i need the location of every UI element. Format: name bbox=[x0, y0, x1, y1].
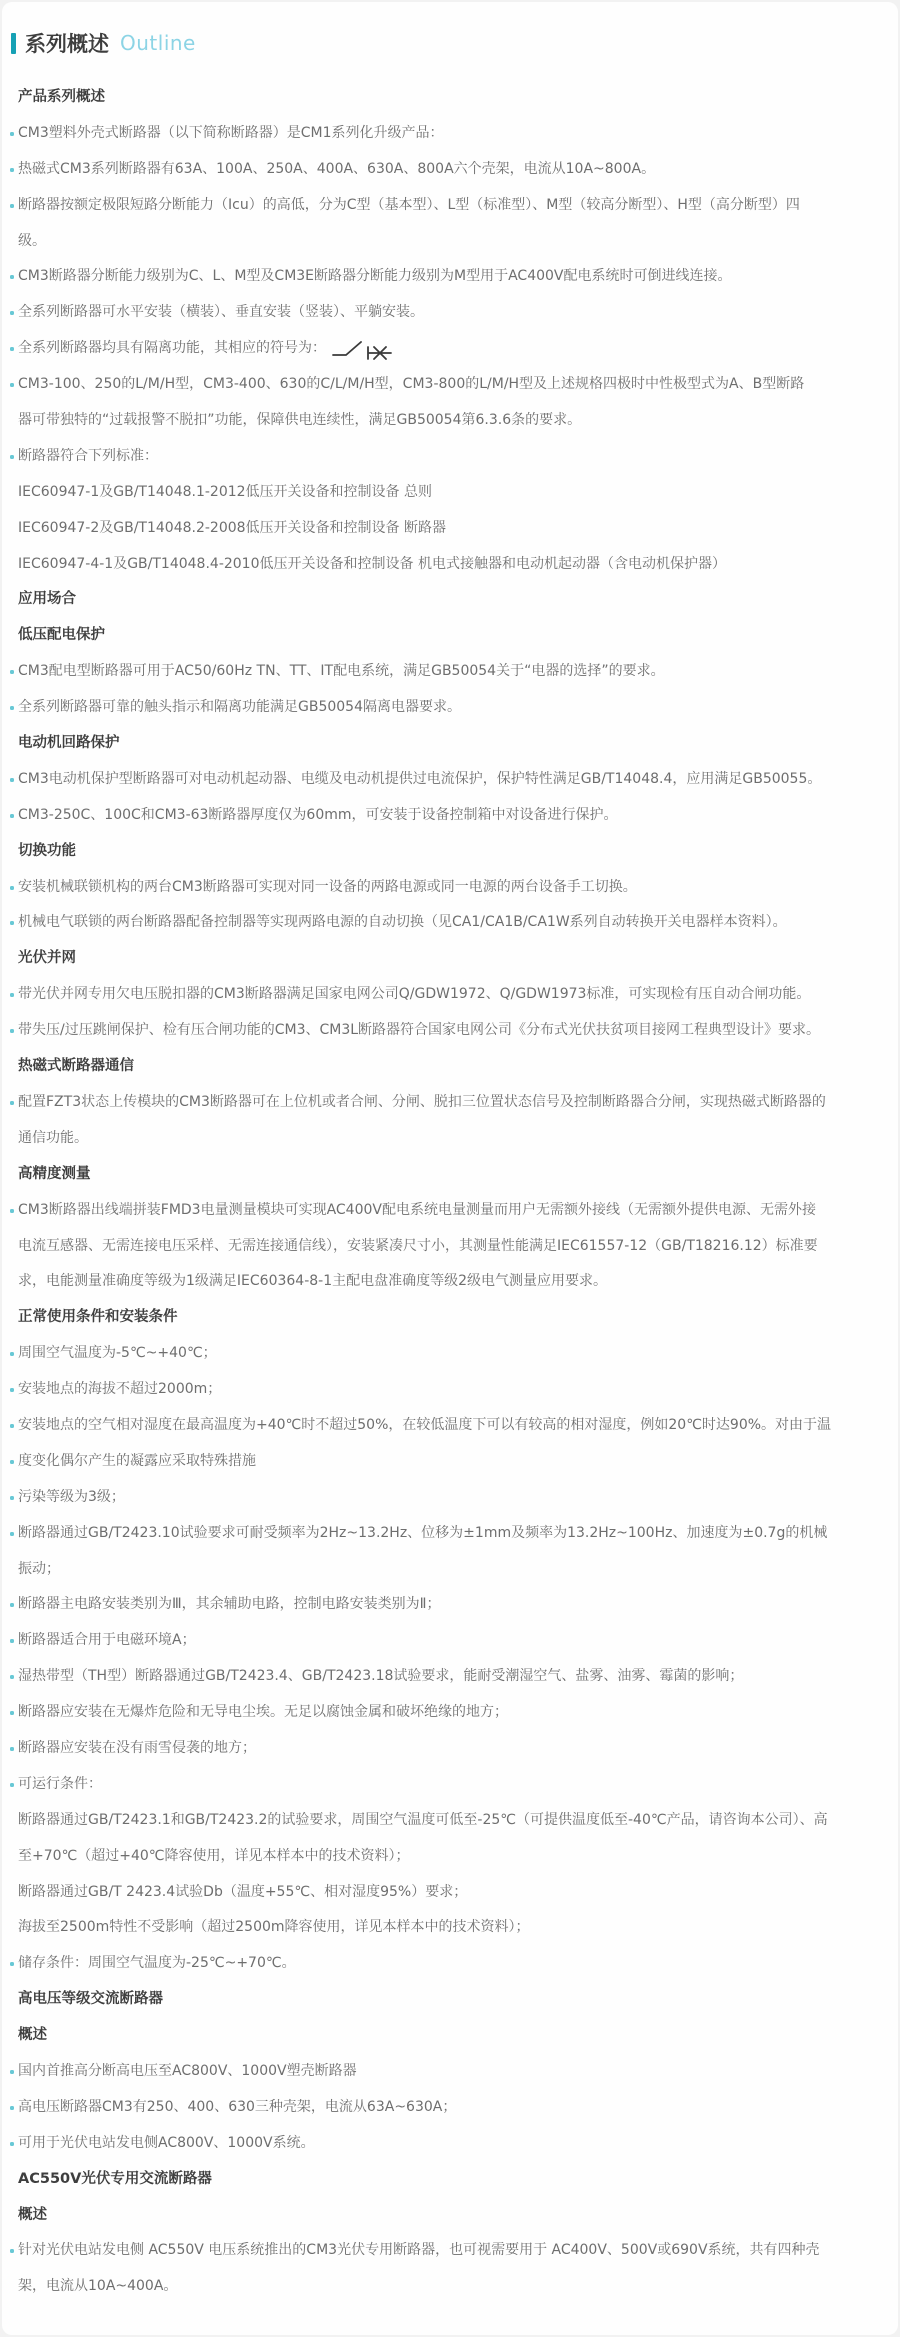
line-text: 通信功能。 bbox=[18, 1129, 88, 1146]
bullet-item bbox=[2, 116, 890, 152]
bullet-icon bbox=[10, 1962, 14, 1966]
line-text: CM3电动机保护型断路器可对电动机起动器、电缆及电动机提供过电流保护，保护特性满足GB/T14048.4，应用满足GB50055。 bbox=[18, 770, 822, 787]
line-text: 全系列断路器可水平安装（横装）、垂直安装（竖装）、平躺安装。 bbox=[18, 304, 424, 321]
bullet-icon bbox=[10, 2106, 14, 2110]
standard-line bbox=[2, 475, 890, 511]
bullet-item bbox=[2, 1480, 890, 1516]
line-text: IEC60947-4-1及GB/T14048.4-2010低压开关设备和控制设备 机电式接触器和电动机起动器（含电动机保护器） bbox=[18, 555, 726, 572]
line-text: 安装地点的海拔不超过2000m； bbox=[18, 1381, 222, 1398]
line-text: 带失压/过压跳闸保护、检有压合闸功能的CM3、CM3L断路器符合国家电网公司《分布式光伏扶贫项目接网工程典型设计》要求。 bbox=[18, 1022, 821, 1039]
section-title-zh: 系列概述 bbox=[25, 32, 109, 56]
line-text: CM3断路器出线端拼装FMD3电量测量模块可实现AC400V配电系统电量测量而用户无需额外接线（无需额外提供电源、无需外接 bbox=[18, 1201, 816, 1218]
line-text: 安装地点的空气相对湿度在最高温度为+40℃时不超过50%，在较低温度下可以有较高的相对湿度，例如20℃时达90%。对由于温 bbox=[18, 1416, 832, 1433]
bullet-item bbox=[2, 1013, 890, 1049]
line-text: 架，电流从10A~400A。 bbox=[18, 2278, 178, 2295]
bullet-item bbox=[2, 1587, 890, 1623]
line-text: AC550V光伏专用交流断路器 bbox=[18, 2170, 212, 2187]
section-subheading bbox=[2, 941, 890, 977]
line-text: 断路器按额定极限短路分断能力（Icu）的高低，分为C型（基本型）、L型（标准型）、M型（较高分断型）、H型（高分断型）四 bbox=[18, 196, 800, 213]
bullet-icon bbox=[10, 455, 14, 459]
bullet-item bbox=[2, 152, 890, 188]
standard-line bbox=[2, 547, 890, 583]
bullet-item bbox=[2, 690, 890, 726]
line-text: 求，电能测量准确度等级为1级满足IEC60364-8-1主配电盘准确度等级2级电气测量应用要求。 bbox=[18, 1273, 608, 1290]
bullet-icon bbox=[10, 1603, 14, 1607]
bullet-icon bbox=[10, 1496, 14, 1500]
bullet-icon bbox=[10, 706, 14, 710]
standard-line bbox=[2, 511, 890, 547]
continuation-line bbox=[2, 1264, 890, 1300]
line-text: CM3-250C、100C和CM3-63断路器厚度仅为60mm，可安装于设备控制箱中对设备进行保护。 bbox=[18, 806, 618, 823]
bullet-icon bbox=[10, 1460, 14, 1464]
continuation-line bbox=[2, 224, 890, 260]
section-subheading bbox=[2, 80, 890, 116]
line-text: 正常使用条件和安装条件 bbox=[18, 1309, 178, 1326]
bullet-item bbox=[2, 259, 890, 295]
bullet-item bbox=[2, 1659, 890, 1695]
bullet-icon bbox=[10, 168, 14, 172]
bullet-item bbox=[2, 2233, 890, 2269]
line-text: 针对光伏电站发电侧 AC550V 电压系统推出的CM3光伏专用断路器，也可视需要用于 AC400V、500V或690V系统，共有四种壳 bbox=[18, 2242, 820, 2259]
section-title-en: Outline bbox=[120, 31, 196, 55]
section-subheading bbox=[2, 2198, 890, 2234]
line-text: 断路器符合下列标准： bbox=[18, 447, 158, 464]
bullet-item bbox=[2, 1767, 890, 1803]
line-text: 污染等级为3级； bbox=[18, 1488, 125, 1505]
line-text: 度变化偶尔产生的凝露应采取特殊措施 bbox=[18, 1452, 256, 1469]
bullet-icon bbox=[10, 1388, 14, 1392]
line-text: 周围空气温度为-5℃~+40℃； bbox=[18, 1345, 217, 1362]
line-text: IEC60947-2及GB/T14048.2-2008低压开关设备和控制设备 断路器 bbox=[18, 519, 446, 536]
bullet-icon bbox=[10, 993, 14, 997]
section-header bbox=[2, 2, 898, 60]
line-text: 热磁式断路器通信 bbox=[18, 1058, 134, 1075]
line-text: 高电压等级交流断路器 bbox=[18, 1991, 163, 2008]
bullet-icon bbox=[10, 886, 14, 890]
line-text: 电动机回路保护 bbox=[18, 735, 120, 752]
bullet-icon bbox=[10, 2249, 14, 2253]
line-text: 海拔至2500m特性不受影响（超过2500m降容使用，详见本样本中的技术资料）； bbox=[18, 1919, 530, 1936]
bullet-icon bbox=[10, 383, 14, 387]
line-text: 概述 bbox=[18, 2206, 47, 2223]
bullet-item bbox=[2, 367, 890, 403]
bullet-item bbox=[2, 188, 890, 224]
line-text: 安装机械联锁机构的两台CM3断路器可实现对同一设备的两路电源或同一电源的两台设备手工切换。 bbox=[18, 878, 637, 895]
line-text: 级。 bbox=[18, 232, 46, 249]
line-text: CM3-100、250的L/M/H型，CM3-400、630的C/L/M/H型，CM3-800的L/M/H型及上述规格四极时中性极型式为A、B型断路 bbox=[18, 376, 805, 393]
bullet-icon bbox=[10, 1532, 14, 1536]
line-text: 光伏并网 bbox=[18, 950, 76, 967]
line-text: 切换功能 bbox=[18, 842, 76, 859]
line-text: CM3塑料外壳式断路器（以下简称断路器）是CM1系列化升级产品： bbox=[18, 124, 444, 141]
bullet-item bbox=[2, 654, 890, 690]
bullet-item bbox=[2, 2054, 890, 2090]
bullet-item bbox=[2, 870, 890, 906]
section-subheading bbox=[2, 1982, 890, 2018]
line-text: 带光伏并网专用欠电压脱扣器的CM3断路器满足国家电网公司Q/GDW1972、Q/GDW1973标准，可实现检有压自动合闸功能。 bbox=[18, 986, 811, 1003]
section-subheading bbox=[2, 582, 890, 618]
line-text: 产品系列概述 bbox=[18, 89, 105, 105]
bullet-icon bbox=[10, 1209, 14, 1213]
bullet-icon bbox=[10, 921, 14, 925]
bullet-item bbox=[2, 439, 890, 475]
line-text: 机械电气联锁的两台断路器配备控制器等实现两路电源的自动切换（见CA1/CA1B/CA1W系列自动转换开关电器样本资料）。 bbox=[18, 914, 787, 931]
bullet-item bbox=[2, 2090, 890, 2126]
section-subheading bbox=[2, 1157, 890, 1193]
bullet-item bbox=[2, 1193, 890, 1229]
bullet-icon bbox=[10, 1747, 14, 1751]
bullet-icon bbox=[10, 204, 14, 208]
bullet-icon bbox=[10, 670, 14, 674]
section-subheading bbox=[2, 1300, 890, 1336]
line-text: 全系列断路器可靠的触头指示和隔离功能满足GB50054隔离电器要求。 bbox=[18, 699, 461, 716]
continuation-line bbox=[2, 2269, 890, 2305]
continuation-line bbox=[2, 1839, 890, 1875]
line-text: 可运行条件： bbox=[18, 1775, 102, 1792]
document-card bbox=[2, 2, 898, 2335]
line-text: 高电压断路器CM3有250、400、630三种壳架，电流从63A~630A； bbox=[18, 2098, 457, 2115]
bullet-item bbox=[2, 1731, 890, 1767]
line-text: 可用于光伏电站发电侧AC800V、1000V系统。 bbox=[18, 2134, 315, 2151]
line-text: 国内首推高分断高电压至AC800V、1000V塑壳断路器 bbox=[18, 2062, 357, 2079]
bullet-icon bbox=[10, 1424, 14, 1428]
continuation-line bbox=[2, 1121, 890, 1157]
bullet-item bbox=[2, 1623, 890, 1659]
bullet-item bbox=[2, 2126, 890, 2162]
bullet-item bbox=[2, 762, 890, 798]
line-text: 电流互感器、无需连接电压采样、无需连接通信线），安装紧凑尺寸小，其测量性能满足IEC61557-12（GB/T18216.12）标准要 bbox=[18, 1237, 818, 1254]
bullet-icon bbox=[10, 132, 14, 136]
line-text: 高精度测量 bbox=[18, 1165, 91, 1182]
bullet-icon bbox=[10, 1675, 14, 1679]
bullet-item bbox=[2, 295, 890, 331]
line-text: 断路器应安装在无爆炸危险和无导电尘埃。无足以腐蚀金属和破坏绝缘的地方； bbox=[18, 1704, 508, 1721]
bullet-icon bbox=[10, 814, 14, 818]
bullet-icon bbox=[10, 2142, 14, 2146]
section-subheading bbox=[2, 726, 890, 762]
line-text: 热磁式CM3系列断路器有63A、100A、250A、400A、630A、800A六个壳架，电流从10A~800A。 bbox=[18, 160, 656, 177]
bullet-icon bbox=[10, 1783, 14, 1787]
section-subheading bbox=[2, 2162, 890, 2198]
line-text: 配置FZT3状态上传模块的CM3断路器可在上位机或者合闸、分闸、脱扣三位置状态信号及控制断路器合分闸，实现热磁式断路器的 bbox=[18, 1093, 826, 1110]
bullet-icon bbox=[10, 311, 14, 315]
standard-line bbox=[2, 1803, 890, 1839]
continuation-line bbox=[2, 1229, 890, 1265]
bullet-item bbox=[2, 1408, 890, 1444]
bullet-icon bbox=[10, 1711, 14, 1715]
line-text: 断路器应安装在没有雨雪侵袭的地方； bbox=[18, 1739, 256, 1756]
bullet-item bbox=[2, 1444, 890, 1480]
bullet-item bbox=[2, 1516, 890, 1552]
section-subheading bbox=[2, 1049, 890, 1085]
standard-line bbox=[2, 1910, 890, 1946]
bullet-icon bbox=[10, 778, 14, 782]
line-text: 全系列断路器均具有隔离功能，其相应的符号为： bbox=[18, 340, 326, 357]
line-text: CM3配电型断路器可用于AC50/60Hz TN、TT、IT配电系统，满足GB50054关于“电器的选择”的要求。 bbox=[18, 663, 665, 680]
line-text: 概述 bbox=[18, 2027, 47, 2044]
bullet-icon bbox=[10, 275, 14, 279]
line-text: 低压配电保护 bbox=[18, 627, 105, 644]
line-text: 振动； bbox=[18, 1560, 60, 1577]
bullet-item bbox=[2, 905, 890, 941]
line-text: 储存条件：周围空气温度为-25℃~+70℃。 bbox=[18, 1955, 296, 1972]
bullet-icon bbox=[10, 2070, 14, 2074]
section-subheading bbox=[2, 2018, 890, 2054]
line-text: 断路器适合用于电磁环境A； bbox=[18, 1632, 196, 1649]
document-content bbox=[2, 60, 898, 2305]
bullet-icon bbox=[10, 1101, 14, 1105]
bullet-icon bbox=[10, 347, 14, 351]
line-text: 断路器通过GB/T2423.1和GB/T2423.2的试验要求，周围空气温度可低至-25℃（可提供温度低至-40℃产品，请咨询本公司）、高 bbox=[18, 1811, 828, 1828]
bullet-icon bbox=[10, 1639, 14, 1643]
line-text: 至+70℃（超过+40℃降容使用，详见本样本中的技术资料）； bbox=[18, 1847, 410, 1864]
header-accent-bar-icon bbox=[11, 33, 16, 54]
bullet-item bbox=[2, 977, 890, 1013]
bullet-item bbox=[2, 1336, 890, 1372]
line-text: 断路器主电路安装类别为Ⅲ，其余辅助电路，控制电路安装类别为Ⅱ； bbox=[18, 1596, 441, 1613]
continuation-line bbox=[2, 403, 890, 439]
line-text: IEC60947-1及GB/T14048.1-2012低压开关设备和控制设备 总则 bbox=[18, 483, 432, 500]
line-text: 器可带独特的“过载报警不脱扣”功能，保障供电连续性，满足GB50054第6.3.6条的要求。 bbox=[18, 412, 582, 429]
line-text: 湿热带型（TH型）断路器通过GB/T2423.4、GB/T2423.18试验要求，能耐受潮湿空气、盐雾、油雾、霉菌的影响； bbox=[18, 1668, 744, 1685]
isolation-function-symbol-icon bbox=[331, 335, 393, 361]
continuation-line bbox=[2, 1552, 890, 1588]
bullet-icon bbox=[10, 1029, 14, 1033]
section-subheading bbox=[2, 834, 890, 870]
line-text: CM3断路器分断能力级别为C、L、M型及CM3E断路器分断能力级别为M型用于AC400V配电系统时可倒进线连接。 bbox=[18, 268, 732, 285]
bullet-item bbox=[2, 1372, 890, 1408]
bullet-item bbox=[2, 1085, 890, 1121]
bullet-item bbox=[2, 1695, 890, 1731]
line-text: 断路器通过GB/T2423.10试验要求可耐受频率为2Hz~13.2Hz、位移为±1mm及频率为13.2Hz~100Hz、加速度为±0.7g的机械 bbox=[18, 1524, 828, 1541]
bullet-item bbox=[2, 798, 890, 834]
bullet-icon bbox=[10, 1352, 14, 1356]
section-subheading bbox=[2, 618, 890, 654]
standard-line bbox=[2, 1875, 890, 1911]
line-text: 应用场合 bbox=[18, 591, 76, 608]
line-text: 断路器通过GB/T 2423.4试验Db（温度+55℃、相对湿度95%）要求； bbox=[18, 1883, 468, 1900]
bullet-item bbox=[2, 331, 890, 367]
bullet-item bbox=[2, 1946, 890, 1982]
